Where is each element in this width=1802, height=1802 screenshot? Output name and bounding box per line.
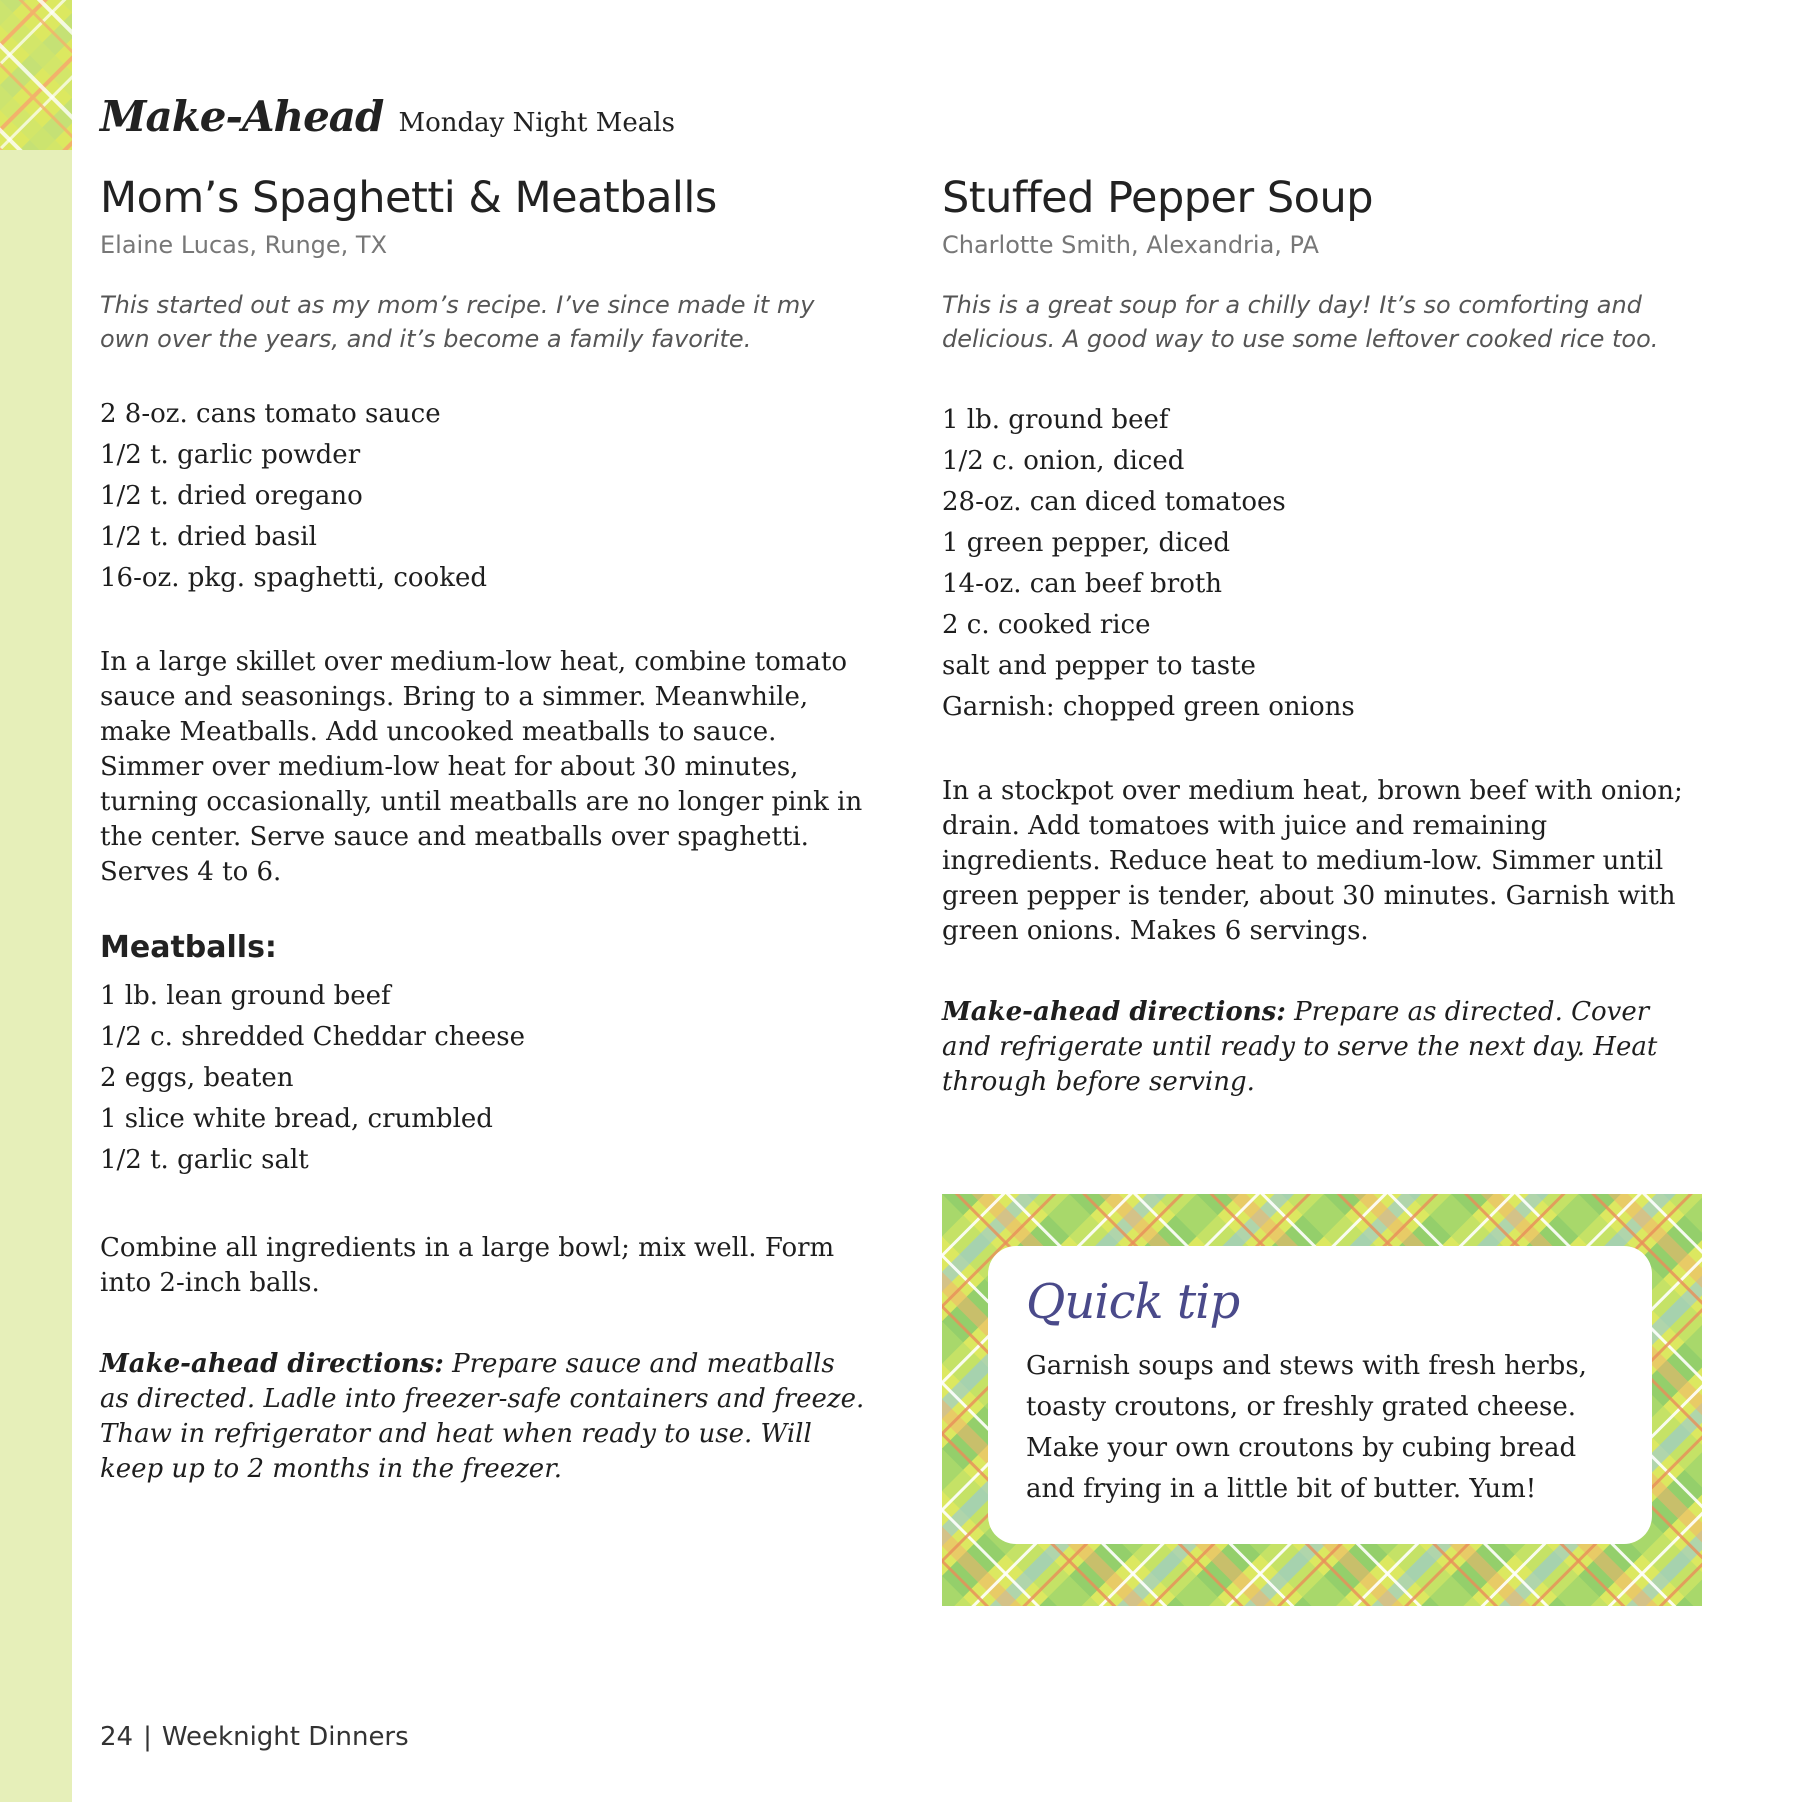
recipe-left-directions: In a large skillet over medium-low heat, combine tomato sauce and seasonings. Bring to a simmer. Meanwhile, make Meatballs. Add uncooked meatballs to sauce. Simmer over medium-low heat for about 30 minutes, turning occasionally, until meatballs are no longer pink in the center. Serve sauce and meatballs over spaghetti. Serves 4 to 6. bbox=[100, 647, 863, 887]
ingredient-item: 14-oz. can beef broth bbox=[942, 569, 1223, 599]
side-strip bbox=[0, 0, 72, 1802]
ingredient-item: 1/2 c. onion, diced bbox=[942, 446, 1185, 476]
recipe-right-author: Charlotte Smith, Alexandria, PA bbox=[942, 231, 1319, 259]
footer-separator: | bbox=[143, 1722, 152, 1752]
header-subtitle: Monday Night Meals bbox=[398, 108, 675, 138]
make-ahead-label: Make-ahead directions: bbox=[942, 997, 1286, 1027]
quick-tip-card bbox=[988, 1246, 1652, 1544]
make-ahead-text: Prepare as directed. Cover and refrigerate until ready to serve the next day. Heat through before serving. bbox=[942, 997, 1658, 1097]
recipe-right-title: Stuffed Pepper Soup bbox=[942, 173, 1373, 223]
ingredient-item: 16-oz. pkg. spaghetti, cooked bbox=[100, 563, 487, 593]
page-header bbox=[100, 92, 675, 141]
make-ahead-label: Make-ahead directions: bbox=[100, 1349, 444, 1379]
ingredient-item: 28-oz. can diced tomatoes bbox=[942, 487, 1286, 517]
ingredient-item: 2 8-oz. cans tomato sauce bbox=[100, 399, 441, 429]
recipe-right-make-ahead bbox=[942, 995, 1690, 1100]
meatballs-heading: Meatballs: bbox=[100, 930, 277, 965]
ingredient-item: Garnish: chopped green onions bbox=[942, 692, 1355, 722]
corner-plaid-pattern bbox=[0, 0, 72, 150]
meatballs-ingredients bbox=[100, 976, 865, 1181]
recipe-right bbox=[942, 170, 1690, 1100]
quick-tip-text: Garnish soups and stews with fresh herbs, toasty croutons, or freshly grated cheese. Make your own croutons by cubing bread and frying in a little bit of butter. Yum! bbox=[1026, 1351, 1587, 1504]
ingredient-item: 1/2 c. shredded Cheddar cheese bbox=[100, 1022, 526, 1052]
ingredient-item: 1 lb. ground beef bbox=[942, 405, 1169, 435]
ingredient-item: 1/2 t. dried oregano bbox=[100, 481, 363, 511]
footer-section: Weeknight Dinners bbox=[161, 1722, 409, 1752]
recipe-right-directions: In a stockpot over medium heat, brown beef with onion; drain. Add tomatoes with juice and remaining ingredients. Reduce heat to medium-low. Simmer until green pepper is tender, about 30 minutes. Garnish with green onions. Makes 6 servings. bbox=[942, 776, 1683, 946]
page-number: 24 bbox=[100, 1722, 134, 1752]
recipe-left-intro: This started out as my mom’s recipe. I’ve since made it my own over the years, and it’s become a family favorite. bbox=[100, 291, 815, 353]
ingredient-item: salt and pepper to taste bbox=[942, 651, 1256, 681]
recipe-right-intro: This is a great soup for a chilly day! It’s so comforting and delicious. A good way to use some leftover cooked rice too. bbox=[942, 291, 1659, 353]
page-footer bbox=[100, 1722, 409, 1752]
ingredient-item: 1 green pepper, diced bbox=[942, 528, 1231, 558]
recipe-left bbox=[100, 170, 865, 1487]
ingredient-item: 1/2 t. garlic powder bbox=[100, 440, 361, 470]
ingredient-item: 1/2 t. dried basil bbox=[100, 522, 317, 552]
header-script-title: Make-Ahead bbox=[100, 92, 384, 141]
ingredient-item: 2 eggs, beaten bbox=[100, 1063, 294, 1093]
recipe-left-author: Elaine Lucas, Runge, TX bbox=[100, 231, 388, 259]
ingredient-item: 1/2 t. garlic salt bbox=[100, 1145, 309, 1175]
recipe-left-ingredients bbox=[100, 394, 865, 599]
quick-tip-title: Quick tip bbox=[1026, 1274, 1240, 1330]
recipe-right-ingredients bbox=[942, 400, 1690, 728]
meatballs-directions: Combine all ingredients in a large bowl; mix well. Form into 2-inch balls. bbox=[100, 1233, 835, 1298]
make-ahead-text: Prepare sauce and meatballs as directed. Ladle into freezer-safe containers and freeze. Thaw in refrigerator and heat when ready to use. Will keep up to 2 months in the freezer. bbox=[100, 1349, 865, 1484]
recipe-left-title: Mom’s Spaghetti & Meatballs bbox=[100, 173, 717, 223]
recipe-left-make-ahead bbox=[100, 1347, 865, 1487]
ingredient-item: 2 c. cooked rice bbox=[942, 610, 1151, 640]
ingredient-item: 1 lb. lean ground beef bbox=[100, 981, 391, 1011]
ingredient-item: 1 slice white bread, crumbled bbox=[100, 1104, 493, 1134]
quick-tip-box bbox=[942, 1194, 1702, 1606]
